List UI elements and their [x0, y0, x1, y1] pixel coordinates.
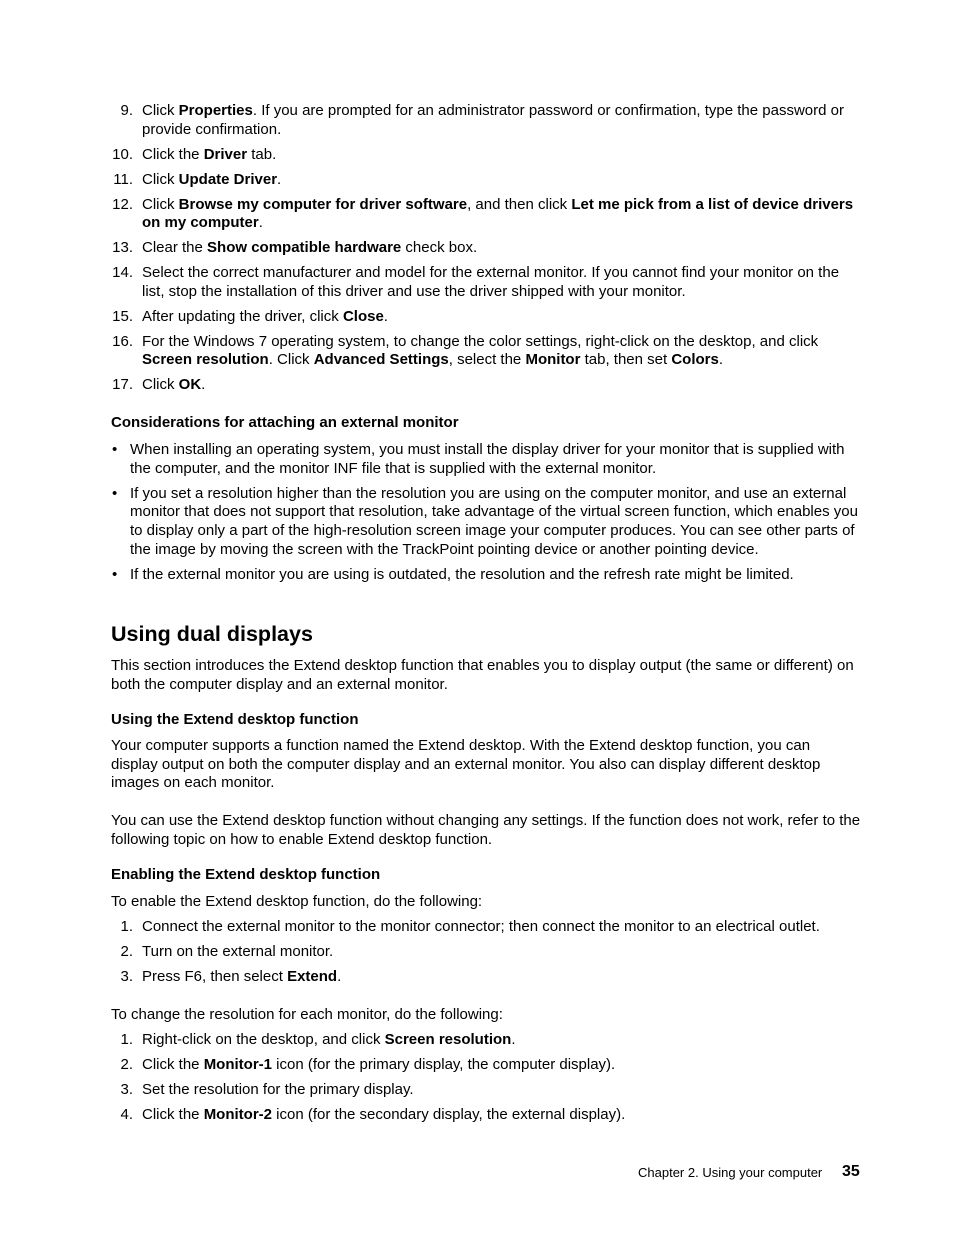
list-item — [111, 171, 863, 190]
list-item — [111, 1056, 863, 1075]
step-text: . — [201, 376, 206, 393]
step-text: check box. — [401, 239, 478, 256]
ui-term: Monitor-1 — [203, 1056, 273, 1073]
step-text: Click — [142, 102, 179, 119]
extend-heading: Using the Extend desktop function — [111, 711, 359, 728]
list-item — [111, 1081, 863, 1100]
enabling-intro: To enable the Extend desktop function, do the following: — [111, 893, 483, 910]
bullet-icon: • — [112, 565, 118, 583]
step-text: Connect the external monitor to the monitor connector; then connect the monitor to an electrical outlet. — [142, 918, 820, 935]
ui-term: OK — [178, 376, 202, 393]
step-number: 10. — [112, 145, 133, 163]
step-text: Click the — [142, 1106, 204, 1123]
step-text: Click — [142, 195, 179, 213]
step-text: For the Windows 7 operating system, to change the color settings, right-click on the desktop, and click — [142, 332, 819, 350]
bullet-icon: • — [112, 441, 118, 458]
step-text: , select the — [448, 351, 526, 368]
ui-term: Update Driver — [178, 170, 278, 188]
step-number: 1. — [120, 918, 133, 935]
driver-steps-list — [111, 102, 863, 401]
resolution-steps-list — [111, 1031, 863, 1131]
step-text: Click the — [142, 145, 204, 163]
step-text: tab. — [247, 145, 277, 163]
step-number: 12. — [112, 195, 133, 213]
step-text: Set the resolution for the primary display. — [142, 1081, 414, 1098]
step-text: Click the — [142, 1056, 204, 1073]
list-item — [111, 239, 863, 258]
list-item — [111, 968, 863, 987]
ui-term: Show compatible hardware — [207, 239, 402, 256]
step-text: Clear the — [142, 239, 208, 256]
list-item — [111, 376, 863, 395]
ui-term: Browse my computer for driver software — [178, 195, 468, 213]
enabling-steps-list — [111, 918, 863, 993]
list-item — [111, 943, 863, 962]
step-number: 17. — [112, 376, 133, 393]
step-number: 13. — [112, 239, 133, 256]
ui-term: Colors — [671, 351, 719, 368]
considerations-list — [111, 441, 863, 591]
step-number: 3. — [120, 968, 133, 985]
ui-term: Advanced Settings — [313, 351, 449, 368]
section-title: Using dual displays — [111, 622, 313, 646]
step-text: icon (for the secondary display, the external display). — [272, 1106, 626, 1123]
step-text: , and then click — [467, 195, 572, 213]
step-text: After updating the driver, click — [142, 307, 343, 325]
step-number: 2. — [120, 1056, 133, 1073]
ui-term: Screen resolution — [384, 1031, 512, 1048]
extend-paragraph-1: Your computer supports a function named the Extend desktop. With the Extend desktop function, you can display output on both the computer display and an external monitor. You also can display different desktop images on each monitor. — [111, 737, 821, 792]
enabling-heading: Enabling the Extend desktop function — [111, 866, 381, 883]
step-text: . — [383, 307, 388, 325]
ui-term: Screen resolution — [142, 351, 269, 368]
list-item — [111, 1106, 863, 1125]
list-item — [111, 1031, 863, 1050]
step-text: tab, then set — [580, 351, 672, 368]
ui-term: Properties — [178, 102, 253, 119]
step-text: . — [718, 351, 724, 368]
list-item — [111, 102, 863, 139]
footer-chapter: Chapter 2. Using your computer — [638, 1165, 823, 1180]
list-item — [111, 566, 863, 585]
page-number: 35 — [842, 1163, 860, 1180]
step-text: Click — [142, 376, 179, 393]
step-text: Select the correct manufacturer and model for the external monitor. If you cannot find your monitor on the list, stop the installation of this driver and use the driver shipped with your monitor. — [142, 264, 840, 300]
step-number: 1. — [120, 1031, 133, 1048]
list-item — [111, 146, 863, 165]
considerations-heading: Considerations for attaching an external monitor — [111, 414, 459, 431]
step-text: Press F6, then select — [142, 968, 288, 985]
ui-term: Let me pick from a list of device drivers on my computer — [142, 195, 854, 231]
step-text: . — [337, 968, 342, 985]
step-text: icon (for the primary display, the computer display). — [272, 1056, 616, 1073]
extend-paragraph-2: You can use the Extend desktop function without changing any settings. If the function does not work, refer to the following topic on how to enable Extend desktop function. — [111, 812, 861, 848]
bullet-icon: • — [112, 484, 118, 502]
section-intro: This section introduces the Extend desktop function that enables you to display output (the same or different) on both the computer display and an external monitor. — [111, 657, 854, 693]
step-text: Click — [142, 170, 179, 188]
step-number: 14. — [112, 264, 133, 281]
bullet-text: If you set a resolution higher than the resolution you are using on the computer monitor, and use an external monitor that does not support that resolution, take advantage of the virtual screen function, which enables you to display only a part of the high-resolution screen image your computer produces. You can see other parts of the image by moving the screen with the TrackPoint pointing device or another pointing device. — [130, 484, 858, 558]
step-text: Turn on the external monitor. — [142, 943, 334, 960]
ui-term: Close — [342, 307, 384, 325]
step-text: . — [258, 214, 263, 231]
step-number: 4. — [120, 1106, 133, 1123]
step-text: Right-click on the desktop, and click — [142, 1031, 385, 1048]
step-number: 9. — [120, 102, 133, 119]
step-number: 16. — [112, 332, 133, 350]
list-item — [111, 485, 863, 560]
step-number: 15. — [112, 307, 133, 325]
list-item — [111, 333, 863, 370]
step-text: . Click — [268, 351, 314, 368]
step-text: . — [511, 1031, 516, 1048]
list-item — [111, 196, 863, 233]
step-number: 11. — [113, 170, 133, 188]
list-item — [111, 441, 863, 478]
ui-term: Monitor-2 — [203, 1106, 273, 1123]
resolution-intro: To change the resolution for each monitor, do the following: — [111, 1006, 503, 1023]
step-text: . — [277, 170, 282, 188]
bullet-text: If the external monitor you are using is outdated, the resolution and the refresh rate might be limited. — [130, 565, 794, 583]
bullet-text: When installing an operating system, you must install the display driver for your monitor that is supplied with the computer, and the monitor INF file that is supplied with the external monitor. — [130, 441, 845, 477]
list-item — [111, 308, 863, 327]
step-number: 3. — [120, 1081, 133, 1098]
list-item — [111, 264, 863, 301]
ui-term: Extend — [287, 968, 338, 985]
ui-term: Driver — [203, 145, 248, 163]
list-item — [111, 918, 863, 937]
ui-term: Monitor — [525, 351, 581, 368]
step-text: . If you are prompted for an administrator password or confirmation, type the password or provide confirmation. — [142, 102, 844, 138]
step-number: 2. — [120, 943, 133, 960]
